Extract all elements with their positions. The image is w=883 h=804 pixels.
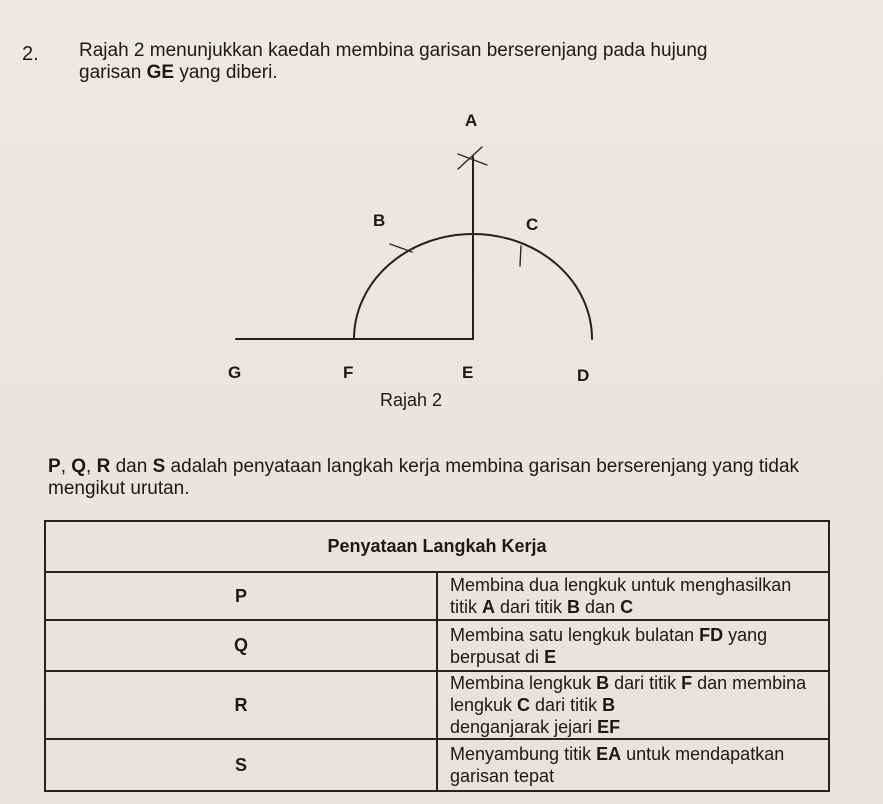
step-text: denganjarak jejari [450,717,598,737]
construction-marks [390,147,521,266]
arc-mark-c [520,246,521,266]
point-label: B [602,695,616,715]
question-number: 2. [22,43,39,65]
arc-label: FD [699,624,724,645]
intro-step-s: S [152,456,166,477]
step-text: Menyambung titik [450,744,597,764]
arc-mark-b [390,244,412,252]
point-label: A [482,597,496,617]
step-letter: Q [45,620,437,671]
table-row [45,739,829,791]
table-row [45,671,829,739]
step-text: Membina dua lengkuk untuk menghasilkan titik [450,575,792,617]
arc-label: C [517,695,531,715]
step-text: yang berpusat di [450,624,768,667]
step-text: Membina satu lengkuk bulatan [450,624,700,645]
question-line-2-suffix: yang diberi. [174,62,278,83]
step-description [437,671,829,739]
step-text: dan [580,597,621,617]
label-e: E [462,363,474,382]
intro-separator-1: , [60,456,72,477]
point-label: C [620,597,634,617]
intro-step-p: P [48,456,61,477]
label-g: G [228,363,242,382]
label-a: A [465,111,478,130]
point-label: F [681,673,693,693]
step-description [437,620,829,671]
radius-label: EF [597,717,621,737]
label-d: D [577,366,590,385]
intro-step-r: R [96,456,111,477]
step-text: dari titik [495,597,568,617]
table-header: Penyataan Langkah Kerja [45,521,829,572]
step-text: dari titik [530,695,603,715]
steps-intro [48,456,848,500]
intro-text-2: adalah penyataan langkah kerja membina garisan berserenjang yang tidak mengikut urutan. [48,456,800,499]
steps-table [44,520,830,792]
question-line-1: Rajah 2 menunjukkan kaedah membina garisan berserenjang pada hujung [79,40,708,61]
step-text: dari titik [609,673,682,693]
point-label: B [567,597,581,617]
step-letter: R [45,671,437,739]
diagram-labels [228,111,589,410]
step-description [437,572,829,620]
label-f: F [343,363,354,382]
intro-text-1: dan [110,456,153,477]
question-line-2-prefix: garisan [79,62,147,83]
intro-step-q: Q [71,456,87,477]
step-text: untuk mendapatkan garisan tepat [450,744,785,786]
table-header-row [45,521,829,572]
point-label: E [544,646,557,667]
arc-label: B [596,673,610,693]
label-b: B [373,211,386,230]
step-description [437,739,829,791]
line-label: EA [596,744,622,764]
construction-lines [236,157,592,339]
step-letter: P [45,572,437,620]
step-letter: S [45,739,437,791]
step-text: dan membina lengkuk [450,673,807,715]
diagram-caption: Rajah 2 [380,390,443,410]
label-c: C [526,215,539,234]
table-row [45,620,829,671]
table-row [45,572,829,620]
intro-separator-2: , [86,456,97,477]
step-text: Membina lengkuk [450,673,597,693]
line-label-ge: GE [146,62,175,83]
